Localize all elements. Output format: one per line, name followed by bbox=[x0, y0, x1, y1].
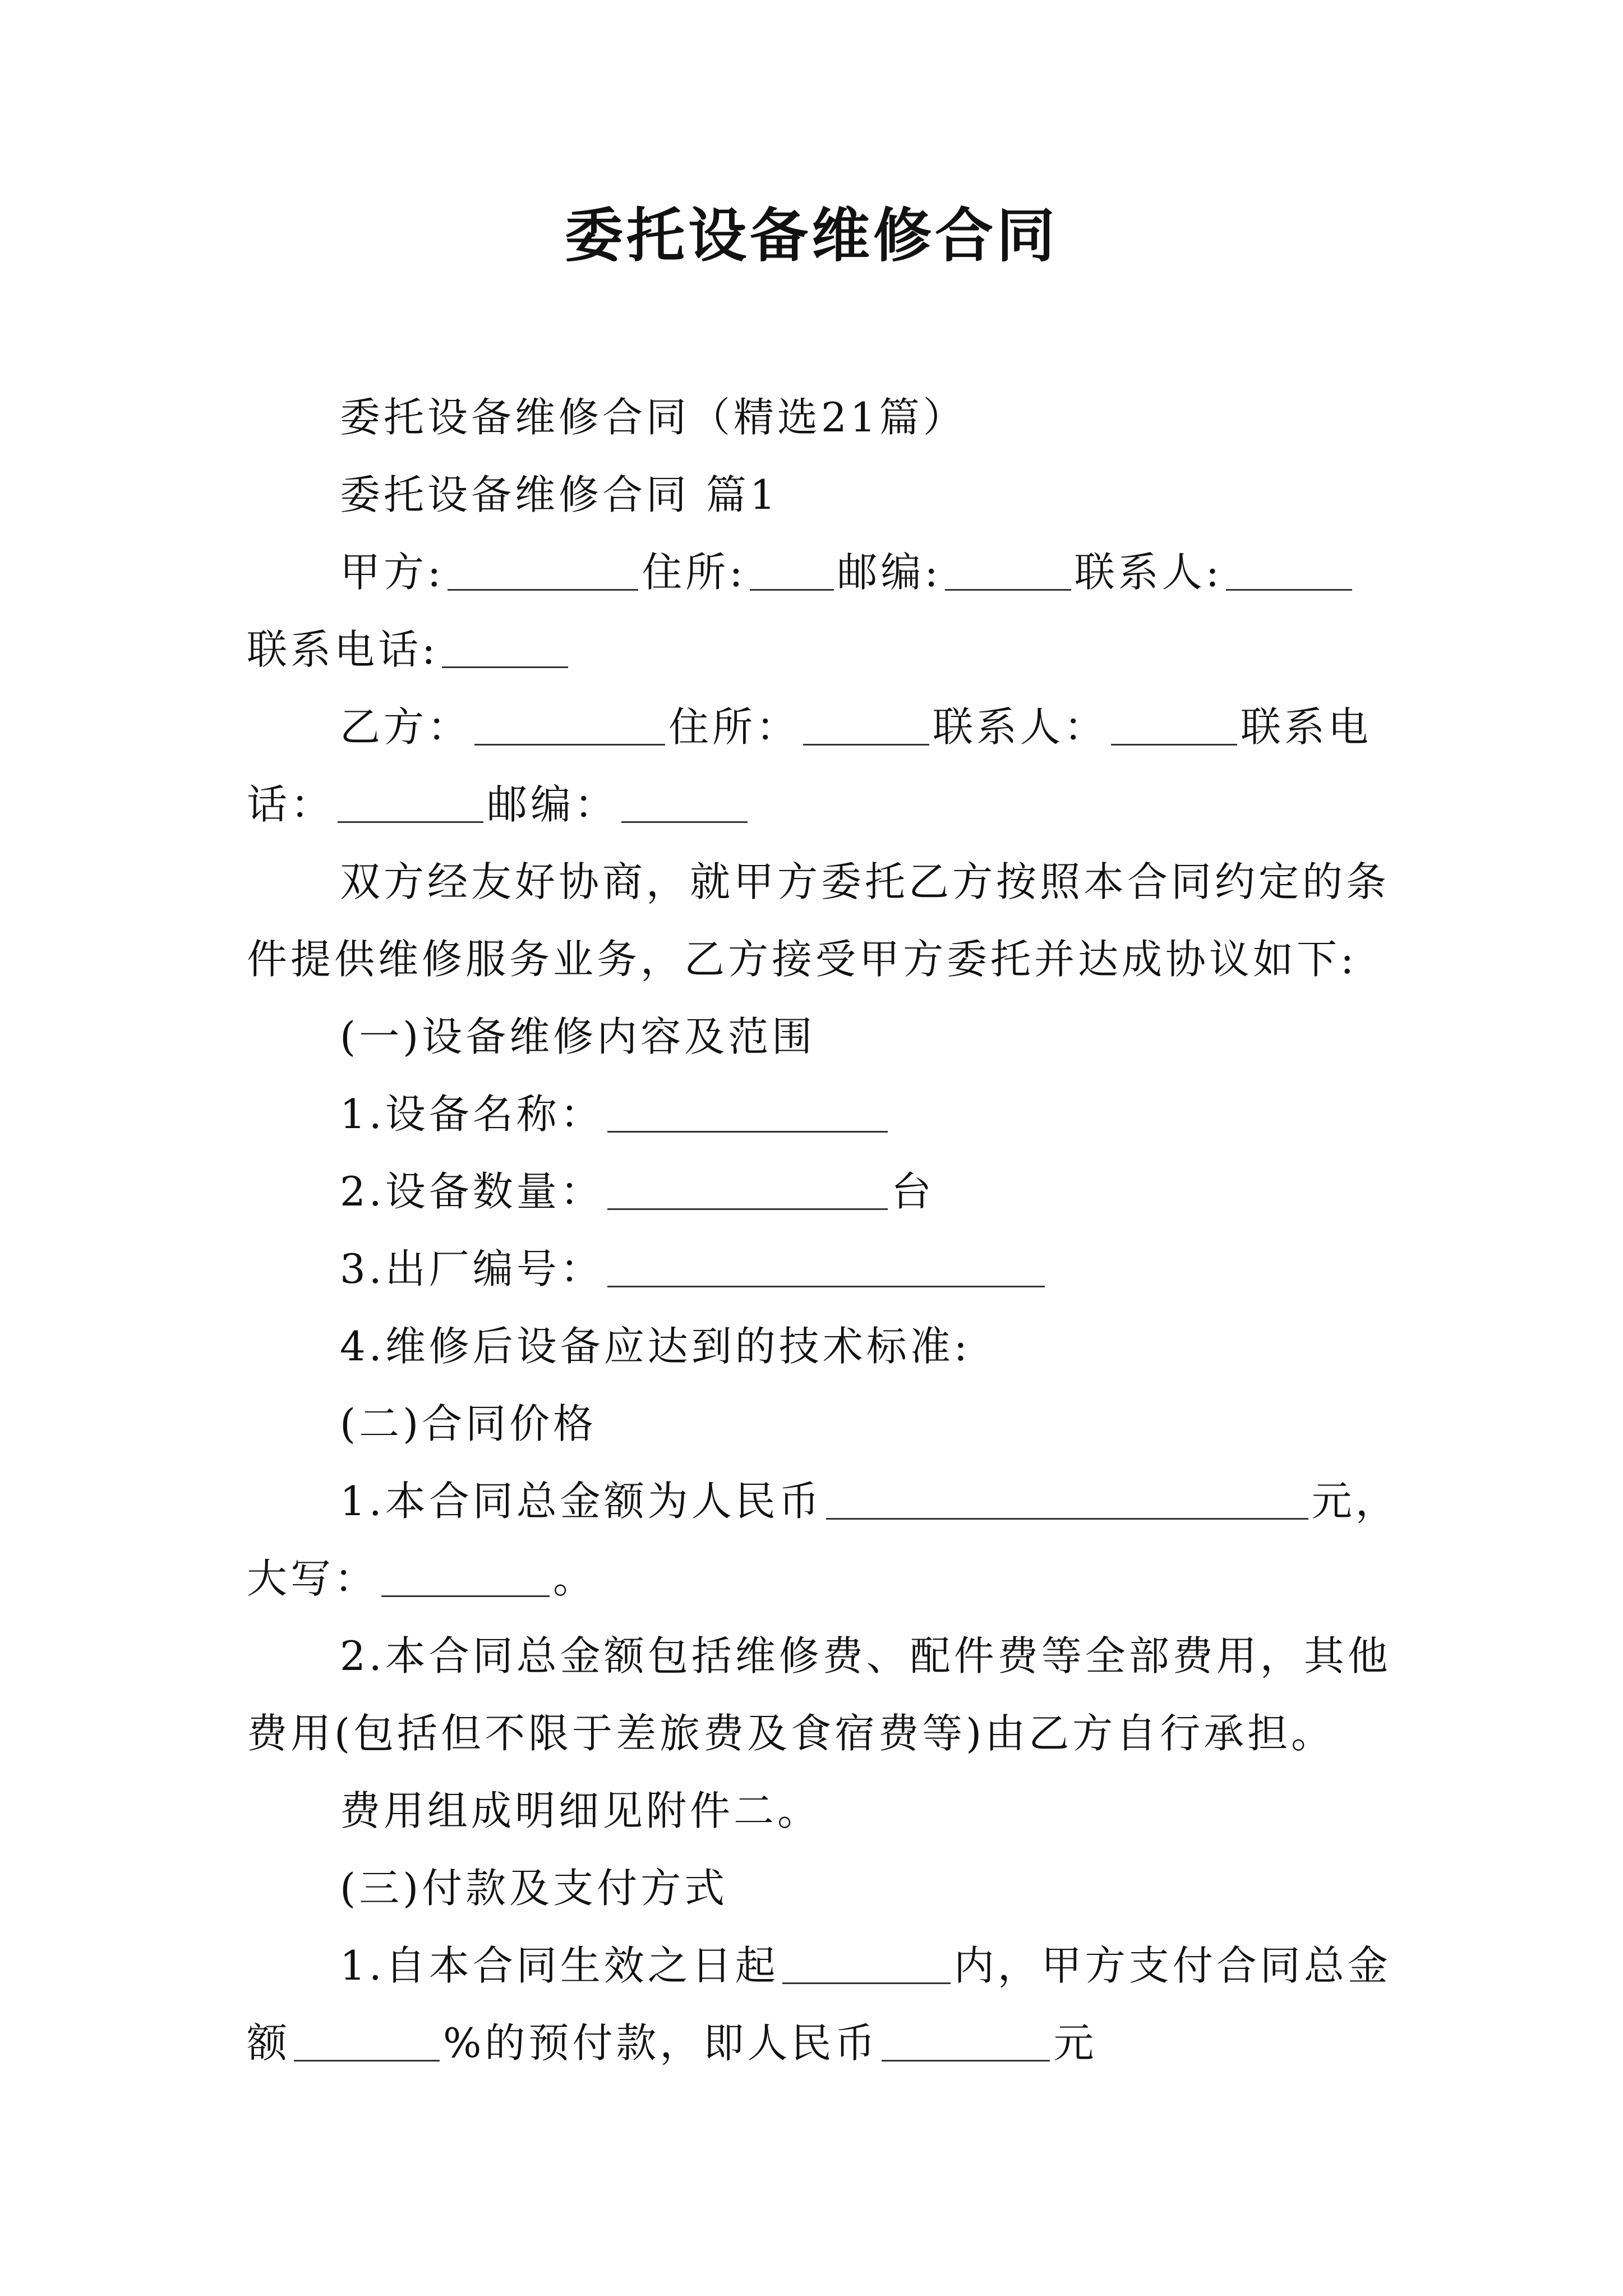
party-b-phone-blank bbox=[338, 782, 483, 823]
device-quantity-unit: 台 bbox=[891, 1168, 935, 1215]
device-quantity-label: 2.设备数量： bbox=[340, 1168, 604, 1215]
fees-included-line-1: 2.本合同总金额包括维修费、配件费等全部费用，其他 bbox=[340, 1632, 1391, 1680]
party-a-address-blank bbox=[750, 550, 834, 591]
party-b-contact-label: 联系人： bbox=[933, 703, 1108, 751]
technical-standard-line: 4.维修后设备应达到的技术标准: bbox=[340, 1323, 971, 1370]
party-b-phone-label-part2: 话： bbox=[247, 781, 335, 828]
party-b-phone-line bbox=[247, 766, 1391, 843]
section-1-heading: (一)设备维修内容及范围 bbox=[340, 1013, 816, 1060]
fees-included-line-2: 费用(包括但不限于差旅费及食宿费等)由乙方自行承担。 bbox=[247, 1710, 1335, 1757]
device-quantity-blank bbox=[607, 1169, 888, 1210]
party-a-contact-blank bbox=[1226, 550, 1352, 591]
amount-in-words-line bbox=[247, 1540, 1391, 1617]
document-title: 委托设备维修合同 bbox=[564, 201, 1058, 270]
party-a-label: 甲方: bbox=[340, 549, 445, 596]
prepayment-unit: 元 bbox=[1053, 2019, 1098, 2067]
prepayment-text: %的预付款，即人民币 bbox=[443, 2019, 879, 2067]
party-b-phone-label-part1: 联系电 bbox=[1241, 703, 1372, 751]
device-name-line bbox=[247, 1075, 1391, 1153]
amount-in-words-label: 大写： bbox=[247, 1555, 379, 1602]
total-amount-unit: 元， bbox=[1311, 1478, 1399, 1525]
payment-line-1 bbox=[247, 1927, 1391, 2004]
party-b-address-label: 住所： bbox=[668, 703, 800, 751]
document-body bbox=[247, 379, 1399, 2082]
payment-mid-text: 内，甲方支付合同总金 bbox=[953, 1942, 1391, 1989]
party-a-phone-label: 联系电话: bbox=[247, 626, 439, 673]
prepayment-amount-blank bbox=[882, 2021, 1050, 2062]
total-amount-blank bbox=[826, 1479, 1308, 1520]
prepayment-percent-blank bbox=[294, 2021, 440, 2062]
party-b-postcode-blank bbox=[621, 782, 748, 823]
section-2-heading: (二)合同价格 bbox=[340, 1400, 597, 1447]
subtitle: 委托设备维修合同（精选21篇） bbox=[340, 394, 967, 441]
device-quantity-line bbox=[247, 1153, 1391, 1230]
intro-line-2: 件提供维修服务业务，乙方接受甲方委托并达成协议如下: bbox=[247, 936, 1358, 983]
party-a-line bbox=[247, 533, 1391, 611]
party-b-name-blank bbox=[474, 705, 665, 746]
party-a-address-label: 住所: bbox=[642, 549, 746, 596]
party-a-name-blank bbox=[448, 550, 638, 591]
total-amount-label: 1.本合同总金额为人民币 bbox=[340, 1478, 823, 1525]
party-a-phone-line bbox=[247, 611, 1391, 688]
amount-in-words-end: 。 bbox=[553, 1555, 597, 1602]
party-b-line bbox=[247, 688, 1391, 766]
serial-number-blank bbox=[607, 1246, 1045, 1287]
party-a-phone-blank bbox=[442, 627, 568, 668]
party-a-postcode-blank bbox=[945, 550, 1071, 591]
amount-in-words-blank bbox=[381, 1556, 550, 1597]
section-heading: 委托设备维修合同 篇1 bbox=[340, 471, 779, 518]
party-b-label: 乙方： bbox=[340, 703, 472, 751]
device-name-label: 1.设备名称： bbox=[340, 1091, 604, 1138]
payment-days-blank bbox=[782, 1943, 951, 1984]
party-a-contact-label: 联系人: bbox=[1074, 549, 1223, 596]
party-a-postcode-label: 邮编: bbox=[837, 549, 942, 596]
fee-detail-line: 费用组成明细见附件二。 bbox=[340, 1787, 822, 1834]
party-b-postcode-label: 邮编： bbox=[487, 781, 619, 828]
serial-number-line bbox=[247, 1230, 1391, 1308]
intro-line-1: 双方经友好协商，就甲方委托乙方按照本合同约定的条 bbox=[340, 858, 1390, 905]
total-amount-line bbox=[247, 1462, 1399, 1540]
section-3-heading: (三)付款及支付方式 bbox=[340, 1865, 728, 1912]
payment-amount-prefix: 额 bbox=[247, 2019, 291, 2067]
payment-start-text: 1.自本合同生效之日起 bbox=[340, 1942, 779, 1989]
party-b-address-blank bbox=[803, 705, 929, 746]
serial-number-label: 3.出厂编号： bbox=[340, 1245, 604, 1292]
device-name-blank bbox=[607, 1092, 888, 1133]
payment-line-2 bbox=[247, 2004, 1391, 2082]
party-b-contact-blank bbox=[1111, 705, 1237, 746]
